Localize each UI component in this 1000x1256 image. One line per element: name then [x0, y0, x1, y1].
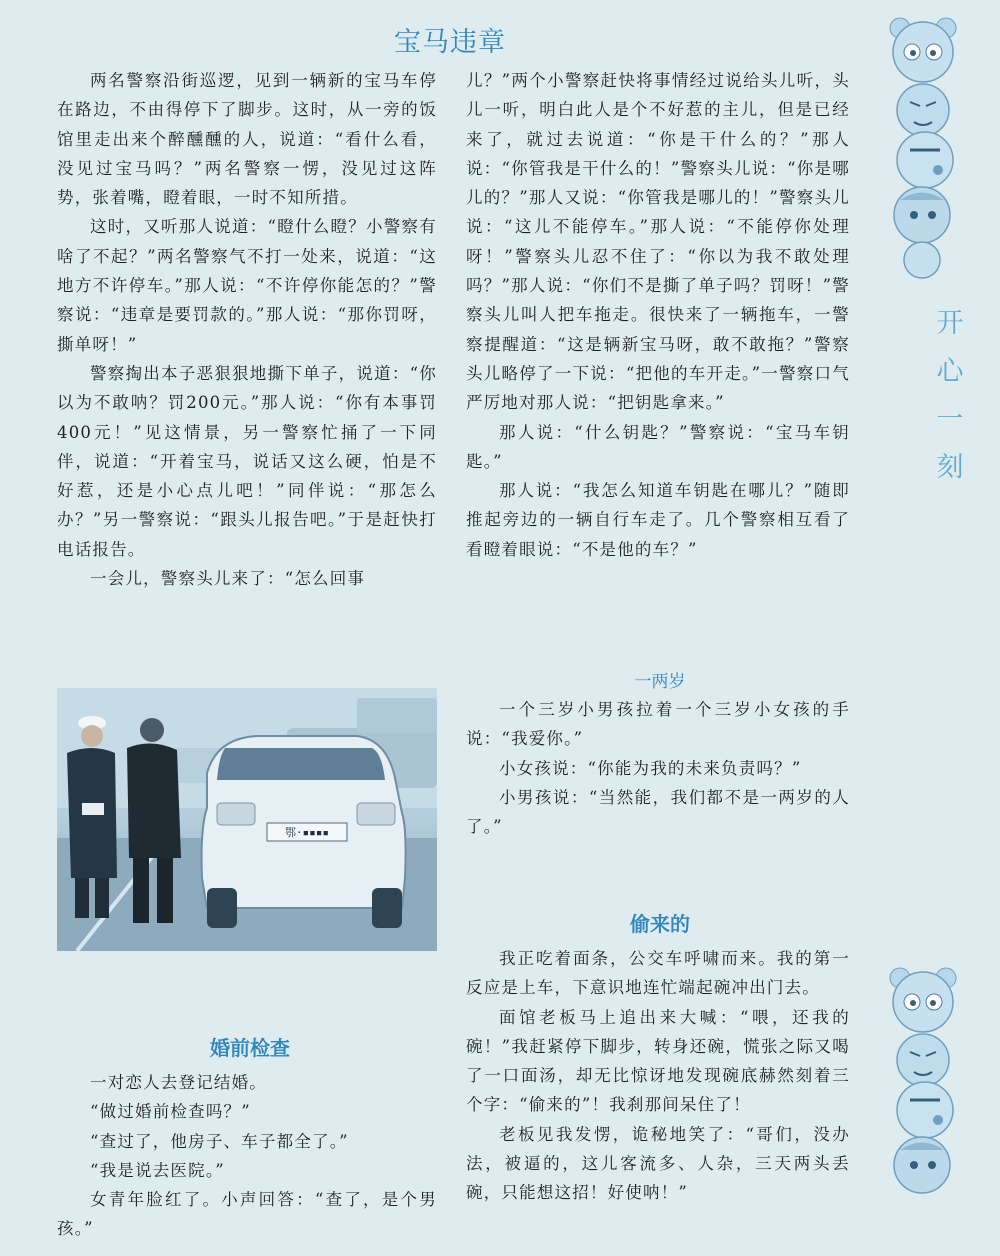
paragraph: 女青年脸红了。小声回答：“查了，是个男孩。”	[57, 1190, 437, 1239]
story-title-premarital-check: 婚前检查	[210, 1036, 290, 1060]
story-title-one-two-years-old: 一两岁	[634, 672, 686, 692]
paragraph: 这时，又听那人说道：“瞪什么瞪？小警察有啥了不起？”两名警察气不打一处来，说道：“这地方不许停车。”那人说：“不许停你能怎的？”警察说：“违章是要罚款的。”那人说：“那你罚呀，撕单呀！”	[57, 217, 437, 354]
paragraph: “做过婚前检查吗？”	[90, 1102, 251, 1122]
paragraph: 老板见我发愣，诡秘地笑了：“哥们，没办法，被逼的，这儿客流多、人杂，三天两头丢碗，只能想这招！好使呐！”	[466, 1124, 850, 1203]
section-label-char: 开	[936, 308, 964, 339]
paragraph: 面馆老板马上追出来大喊：“喂，还我的碗！”我赶紧停下脚步，转身还碗，慌张之际又喝了一口面汤，却无比惊讶地发现碗底赫然刻着三个字：“偷来的”！我刹那间呆住了！	[466, 1007, 850, 1115]
paragraph: 一会儿，警察头儿来了：“怎么回事	[90, 569, 366, 589]
section-label-char: 心	[936, 356, 964, 387]
story-stolen	[466, 944, 850, 1208]
section-label-char: 刻	[936, 452, 964, 483]
story-one-two-years-old	[466, 695, 850, 841]
paragraph: 警察掏出本子恶狠狠地撕下单子，说道：“你以为不敢呐？罚200元。”那人说：“你有本事罚400元！”见这情景，另一警察忙捅了一下同伴，说道：“开着宝马，说话又这么硬，怕是不好惹，还是小心点儿吧！”同伴说：“那怎么办？”另一警察说：“跟头儿报告吧。”于是赶快打电话报告。	[57, 363, 437, 559]
paragraph: 儿？”两个小警察赶快将事情经过说给头儿听，头儿一听，明白此人是个不好惹的主儿，但是已经来了，就过去说道：“你是干什么的？”那人说：“你管我是干什么的！”警察头儿说：“你是哪儿的？”那人又说：“你管我是哪儿的！”警察头儿说：“这儿不能停车。”那人说：“不能停你处理呀！”警察头儿忍不住了：“你以为我不敢处理吗？”那人说：“你们不是撕了单子吗？罚呀！”警察头儿叫人把车拖走。很快来了一辆拖车，一警察提醒道：“这是辆新宝马呀，敢不敢拖？”警察头儿略停了一下说：“把他的车开走。”一警察口气严厉地对那人说：“把钥匙拿来。”	[466, 71, 850, 413]
story-title-stolen: 偷来的	[630, 912, 690, 936]
section-label-char: 一	[936, 404, 964, 435]
paragraph: 那人说：“我怎么知道车钥匙在哪儿？”随即推起旁边的一辆自行车走了。几个警察相互看了看瞪着眼说：“不是他的车？”	[466, 481, 850, 559]
paragraph: 小女孩说：“你能为我的未来负责吗？”	[499, 758, 802, 778]
photo-police-car	[57, 688, 437, 951]
paragraph: 两名警察沿街巡逻，见到一辆新的宝马车停在路边，不由得停下了脚步。这时，从一旁的饭馆里走出来个醉醺醺的人，说道：“看什么看，没见过宝马吗？”两名警察一愣，没见过这阵势，张着嘴，瞪着眼，一时不知所措。	[57, 71, 437, 208]
story-premarital-check	[57, 1068, 437, 1244]
cartoon-mascot-stack-top	[880, 10, 970, 280]
paragraph: 小男孩说：“当然能，我们都不是一两岁的人了。”	[466, 787, 850, 837]
paragraph: 那人说：“什么钥匙？”警察说：“宝马车钥匙。”	[466, 422, 850, 471]
paragraph: “查过了，他房子、车子都全了。”	[90, 1131, 349, 1151]
paragraph: “我是说去医院。”	[90, 1160, 225, 1180]
paragraph: 我正吃着面条，公交车呼啸而来。我的第一反应是上车，下意识地连忙端起碗冲出门去。	[466, 949, 850, 998]
story-title-bmw: 宝马违章	[394, 27, 506, 58]
paragraph: 一对恋人去登记结婚。	[90, 1073, 267, 1092]
section-label-happy-moment	[930, 300, 970, 492]
story-bmw-right-column	[466, 66, 850, 564]
story-bmw-left-column	[57, 66, 437, 593]
paragraph: 一个三岁小男孩拉着一个三岁小女孩的手说：“我爱你。”	[466, 700, 850, 749]
police-car-illustration	[57, 688, 437, 951]
cartoon-mascot-stack-bottom	[880, 960, 970, 1230]
license-plate-text: 鄂·▪▪▪▪	[284, 826, 330, 839]
